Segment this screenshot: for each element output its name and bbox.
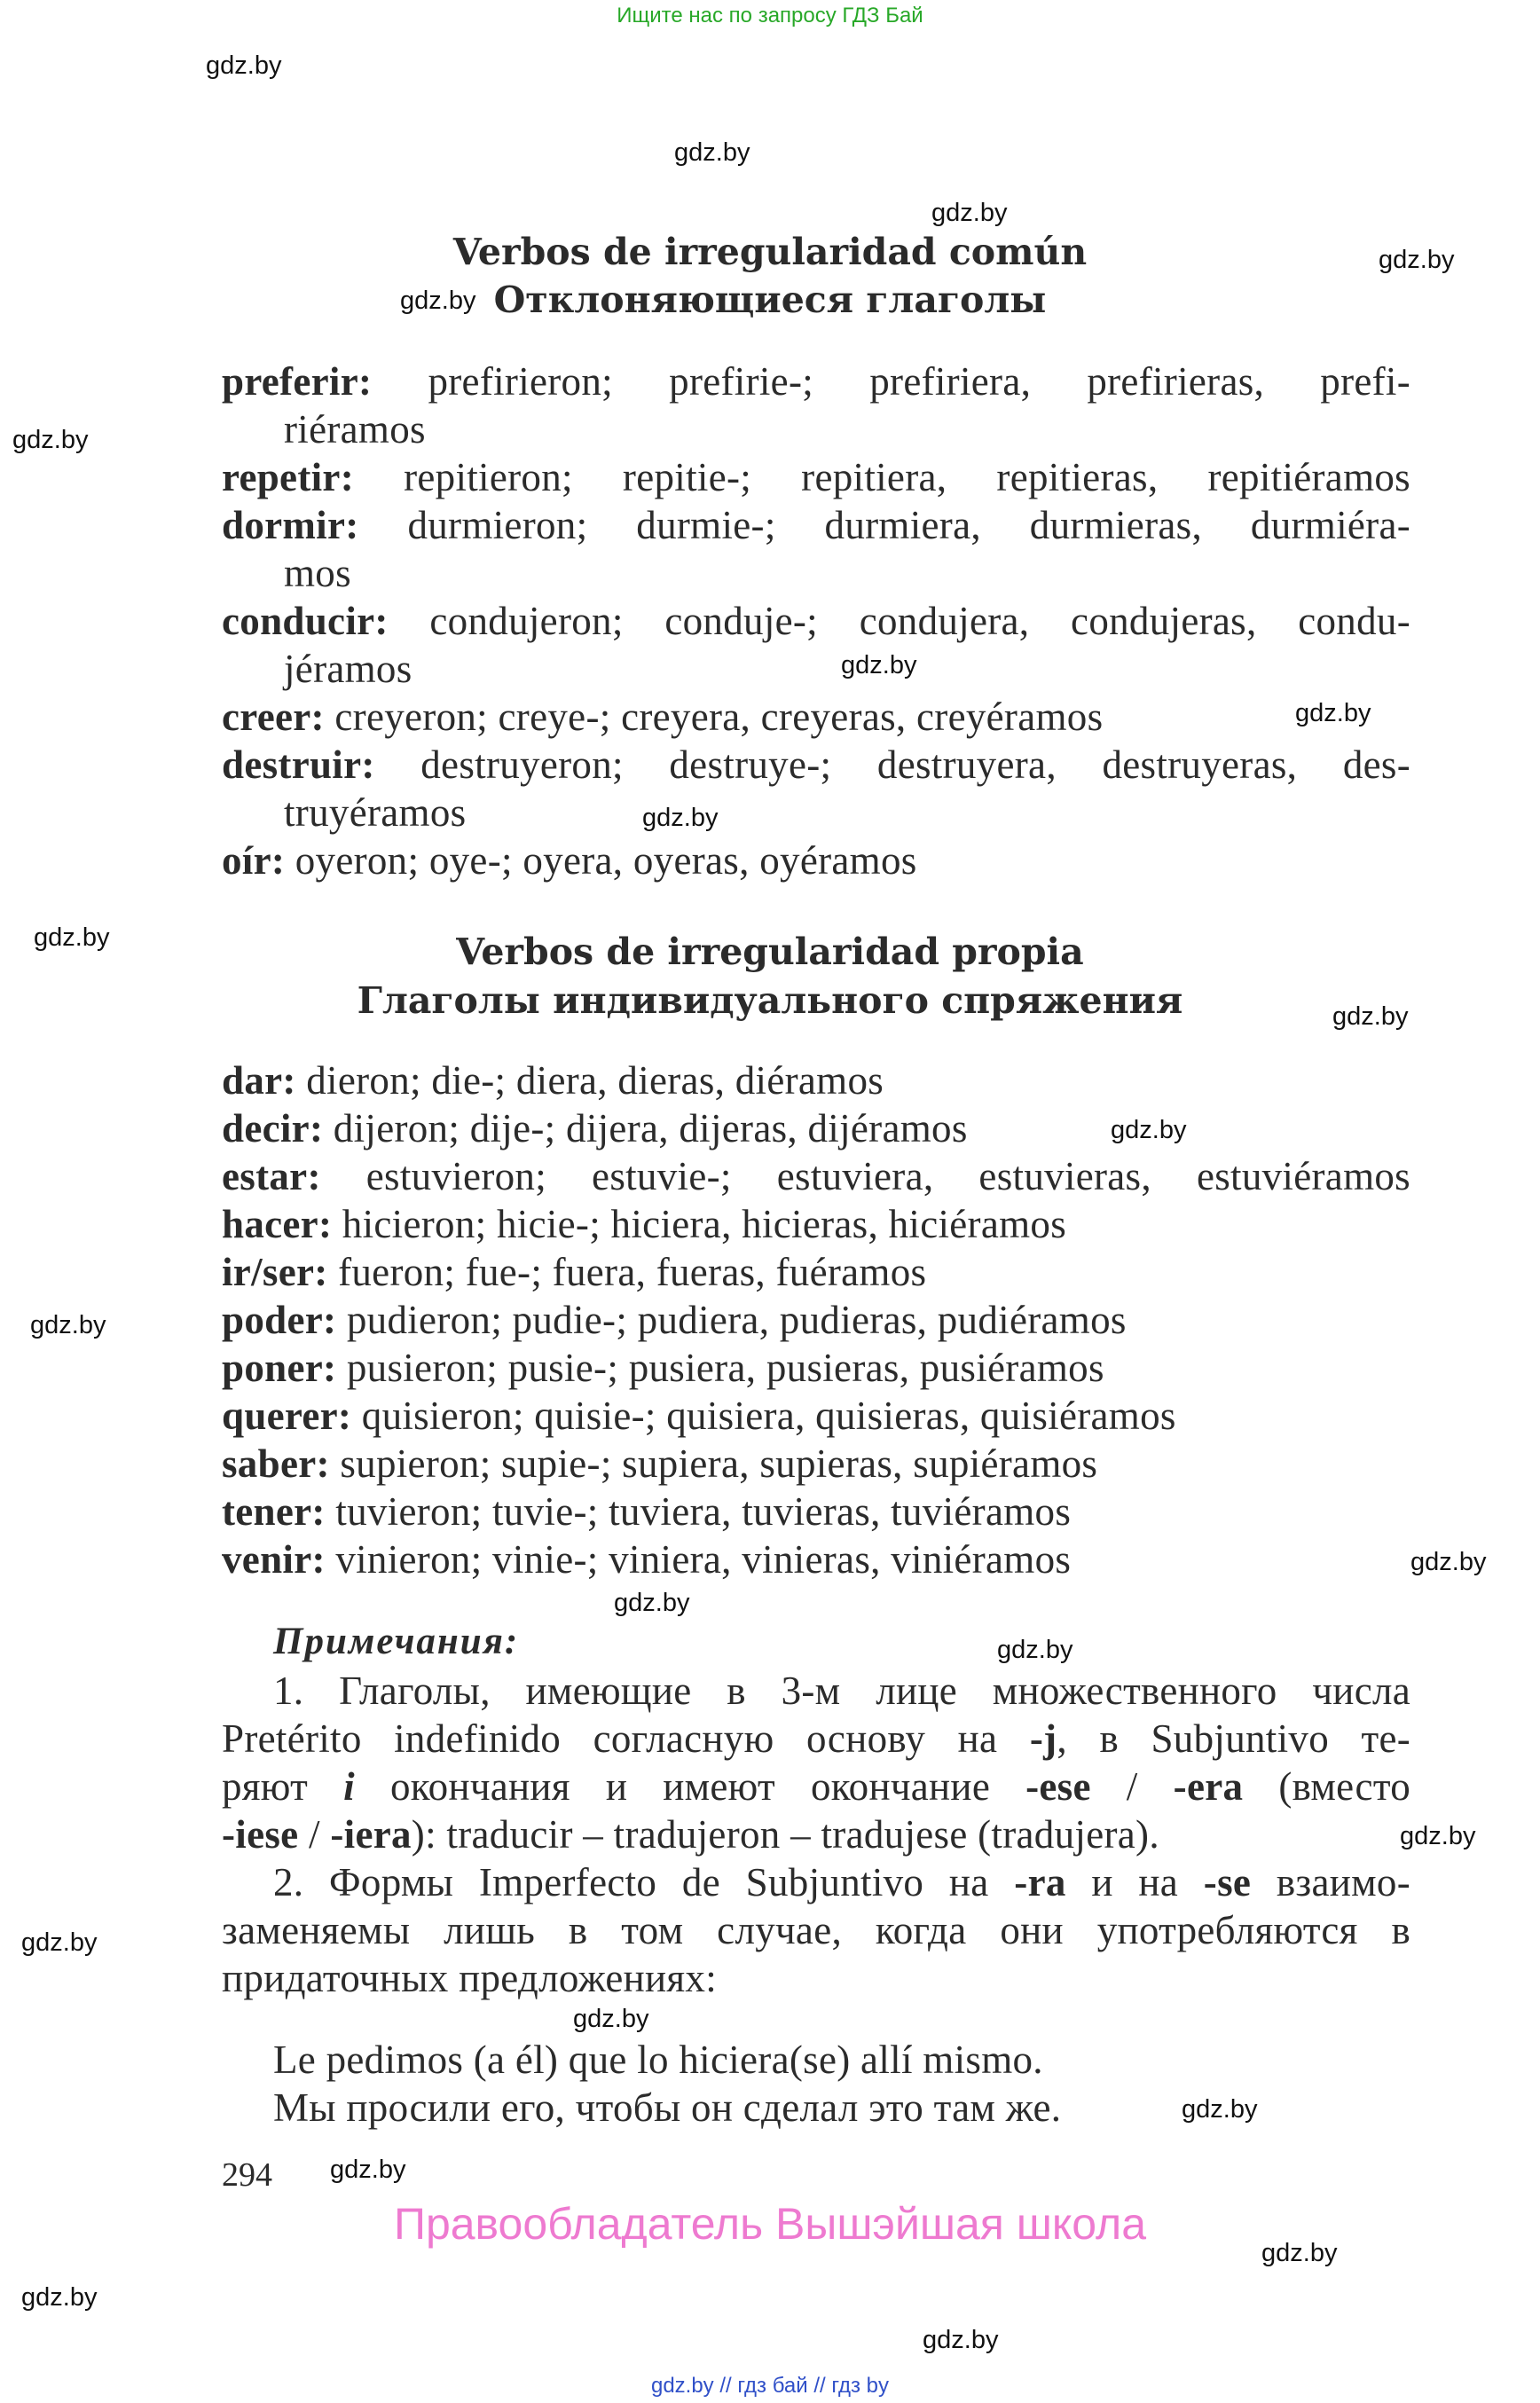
footer-links[interactable]: gdz.by // гдз бай // гдз by [650, 2374, 890, 2398]
verb-name: decir: [222, 1106, 324, 1150]
verb-forms: estuvieron; estuvie-; estuviera, estuvieras, estuviéramos [320, 1154, 1410, 1198]
page-number: 294 [222, 2156, 272, 2194]
verb-forms: creyeron; creye-; creyera, creyeras, creyéramos [324, 695, 1104, 739]
watermark: gdz.by [1410, 1548, 1487, 1576]
watermark: gdz.by [330, 2156, 406, 2184]
note-text: окончания и имеют окончание [354, 1764, 1026, 1809]
watermark: gdz.by [206, 51, 282, 80]
verb-line [222, 1201, 1066, 1247]
verb-forms: supieron; supie-; supiera, supieras, supiéramos [329, 1441, 1098, 1486]
verb-forms: destruyeron; destruye-; destruyera, destruyeras, des- [374, 742, 1410, 787]
top-search-note: Ищите нас по запросу ГДЗ Бай [617, 4, 923, 27]
verb-forms: repitieron; repitie-; repitiera, repitieras, repitiéramos [353, 455, 1410, 499]
verb-name: ir/ser: [222, 1250, 328, 1294]
note-text: (вместо [1243, 1764, 1411, 1809]
verb-line [222, 1153, 1410, 1199]
verb-line [222, 742, 1410, 788]
section2-title-ru: Глаголы индивидуального спряжения [357, 979, 1183, 1022]
verb-line [222, 1297, 1127, 1343]
example-russian: Мы просили его, чтобы он сделал это там же. [273, 2085, 1062, 2130]
watermark: gdz.by [21, 1928, 98, 1957]
watermark: gdz.by [614, 1589, 690, 1617]
note-suffix: -ese [1025, 1764, 1091, 1809]
verb-name: saber: [222, 1441, 330, 1486]
watermark: gdz.by [923, 2326, 999, 2354]
section1-title-es: Verbos de irregularidad común [452, 231, 1088, 273]
verb-name: venir: [222, 1537, 326, 1582]
watermark: gdz.by [1400, 1822, 1476, 1850]
verb-line [222, 502, 1410, 548]
note-suffix: -se [1203, 1860, 1252, 1904]
watermark: gdz.by [1295, 699, 1371, 727]
watermark: gdz.by [674, 138, 750, 167]
verb-name: poder: [222, 1298, 337, 1342]
note-letter: i [343, 1764, 355, 1809]
verb-name: repetir: [222, 455, 354, 499]
note1-line [222, 1716, 1410, 1762]
verb-line-continuation: riéramos [284, 407, 426, 452]
verb-name: querer: [222, 1394, 352, 1438]
watermark: gdz.by [34, 923, 110, 952]
verb-forms: tuvieron; tuvie-; tuviera, tuvieras, tuviéramos [325, 1489, 1072, 1534]
watermark: gdz.by [1379, 246, 1455, 274]
note-suffix: -ra [1014, 1860, 1066, 1904]
verb-line [222, 1536, 1071, 1582]
verb-line [222, 1345, 1104, 1391]
verb-forms: durmieron; durmie-; durmiera, durmieras, durmiéra- [358, 503, 1410, 547]
note-text: / [298, 1812, 331, 1857]
note-suffix: -j [1029, 1716, 1057, 1761]
example-spanish: Le pedimos (a él) que lo hiciera(se) allí mismo. [273, 2038, 1043, 2082]
watermark: gdz.by [642, 804, 719, 832]
watermark: gdz.by [841, 651, 917, 679]
note-text: / [1090, 1764, 1174, 1809]
verb-line [222, 454, 1410, 500]
note-suffix: -era [1173, 1764, 1244, 1809]
verb-name: oír: [222, 838, 286, 883]
verb-line [222, 358, 1410, 404]
verb-line [222, 1393, 1176, 1439]
verb-forms: quisieron; quisie-; quisiera, quisieras, quisiéramos [351, 1394, 1176, 1438]
verb-line [222, 1105, 968, 1151]
watermark: gdz.by [12, 426, 89, 454]
section1-title-ru: Отклоняющиеся глаголы [493, 279, 1047, 321]
verb-forms: fueron; fue-; fuera, fueras, fuéramos [327, 1250, 927, 1294]
verb-forms: hicieron; hicie-; hiciera, hicieras, hiciéramos [332, 1202, 1067, 1246]
watermark: gdz.by [997, 1636, 1073, 1664]
verb-forms: condujeron; conduje-; condujera, condujeras, condu- [388, 599, 1410, 643]
watermark: gdz.by [573, 2005, 649, 2033]
verb-name: hacer: [222, 1202, 333, 1246]
verb-name: estar: [222, 1154, 321, 1198]
watermark: gdz.by [21, 2283, 98, 2312]
note-text: ): traducir – tradujeron – tradujese (tradujera). [411, 1812, 1159, 1857]
verb-line [222, 694, 1103, 740]
verb-line [222, 1441, 1097, 1487]
note-suffix: -iera [330, 1812, 412, 1857]
note2-line: придаточных предложениях: [222, 1956, 718, 2000]
verb-name: dar: [222, 1058, 296, 1103]
verb-line-continuation: truyéramos [284, 790, 467, 835]
verb-forms: oyeron; oye-; oyera, oyeras, oyéramos [285, 838, 917, 883]
watermark: gdz.by [1332, 1002, 1409, 1031]
watermark: gdz.by [400, 287, 476, 315]
note-text: Pretérito indefinido согласную основу на [222, 1716, 1030, 1761]
note2-line: заменяемы лишь в том случае, когда они употребляются в [222, 1908, 1410, 1952]
verb-forms: vinieron; vinie-; viniera, vinieras, viniéramos [325, 1537, 1072, 1582]
verb-line-continuation: jéramos [284, 647, 412, 691]
verb-line [222, 1057, 884, 1103]
copyright-notice: Правообладатель Вышэйшая школа [394, 2199, 1146, 2249]
verb-line [222, 1488, 1071, 1535]
verb-name: dormir: [222, 503, 359, 547]
note-text: взаимо- [1251, 1860, 1410, 1904]
note2-line [273, 1859, 1410, 1905]
note-suffix: -iese [222, 1812, 299, 1857]
note-text: 2. Формы Imperfecto de Subjuntivo на [273, 1860, 1015, 1904]
verb-forms: pusieron; pusie-; pusiera, pusieras, pusiéramos [336, 1346, 1104, 1390]
verb-line-continuation: mos [284, 551, 351, 595]
note-text: ряют [222, 1764, 344, 1809]
verb-name: preferir: [222, 359, 373, 404]
watermark: gdz.by [931, 199, 1008, 227]
verb-name: poner: [222, 1346, 337, 1390]
verb-name: destruir: [222, 742, 375, 787]
note-text: , в Subjuntivo те- [1057, 1716, 1411, 1761]
section2-title-es: Verbos de irregularidad propia [456, 931, 1084, 973]
verb-forms: dieron; die-; diera, dieras, diéramos [295, 1058, 884, 1103]
note1-line: 1. Глаголы, имеющие в 3-м лице множественного числа [273, 1669, 1410, 1713]
watermark: gdz.by [1182, 2095, 1258, 2124]
verb-line [222, 837, 917, 883]
verb-forms: pudieron; pudie-; pudiera, pudieras, pudiéramos [336, 1298, 1127, 1342]
verb-line [222, 598, 1410, 644]
verb-name: conducir: [222, 599, 389, 643]
watermark: gdz.by [1261, 2239, 1338, 2267]
watermark: gdz.by [30, 1311, 106, 1339]
notes-title: Примечания: [273, 1621, 520, 1662]
verb-name: tener: [222, 1489, 326, 1534]
note-text: и на [1065, 1860, 1204, 1904]
verb-line [222, 1249, 926, 1295]
note1-line [222, 1811, 1159, 1857]
note1-line [222, 1763, 1410, 1810]
verb-name: creer: [222, 695, 325, 739]
verb-forms: prefirieron; prefirie-; prefiriera, prefirieras, prefi- [372, 359, 1410, 404]
verb-forms: dijeron; dije-; dijera, dijeras, dijéramos [323, 1106, 968, 1150]
watermark: gdz.by [1111, 1116, 1187, 1144]
